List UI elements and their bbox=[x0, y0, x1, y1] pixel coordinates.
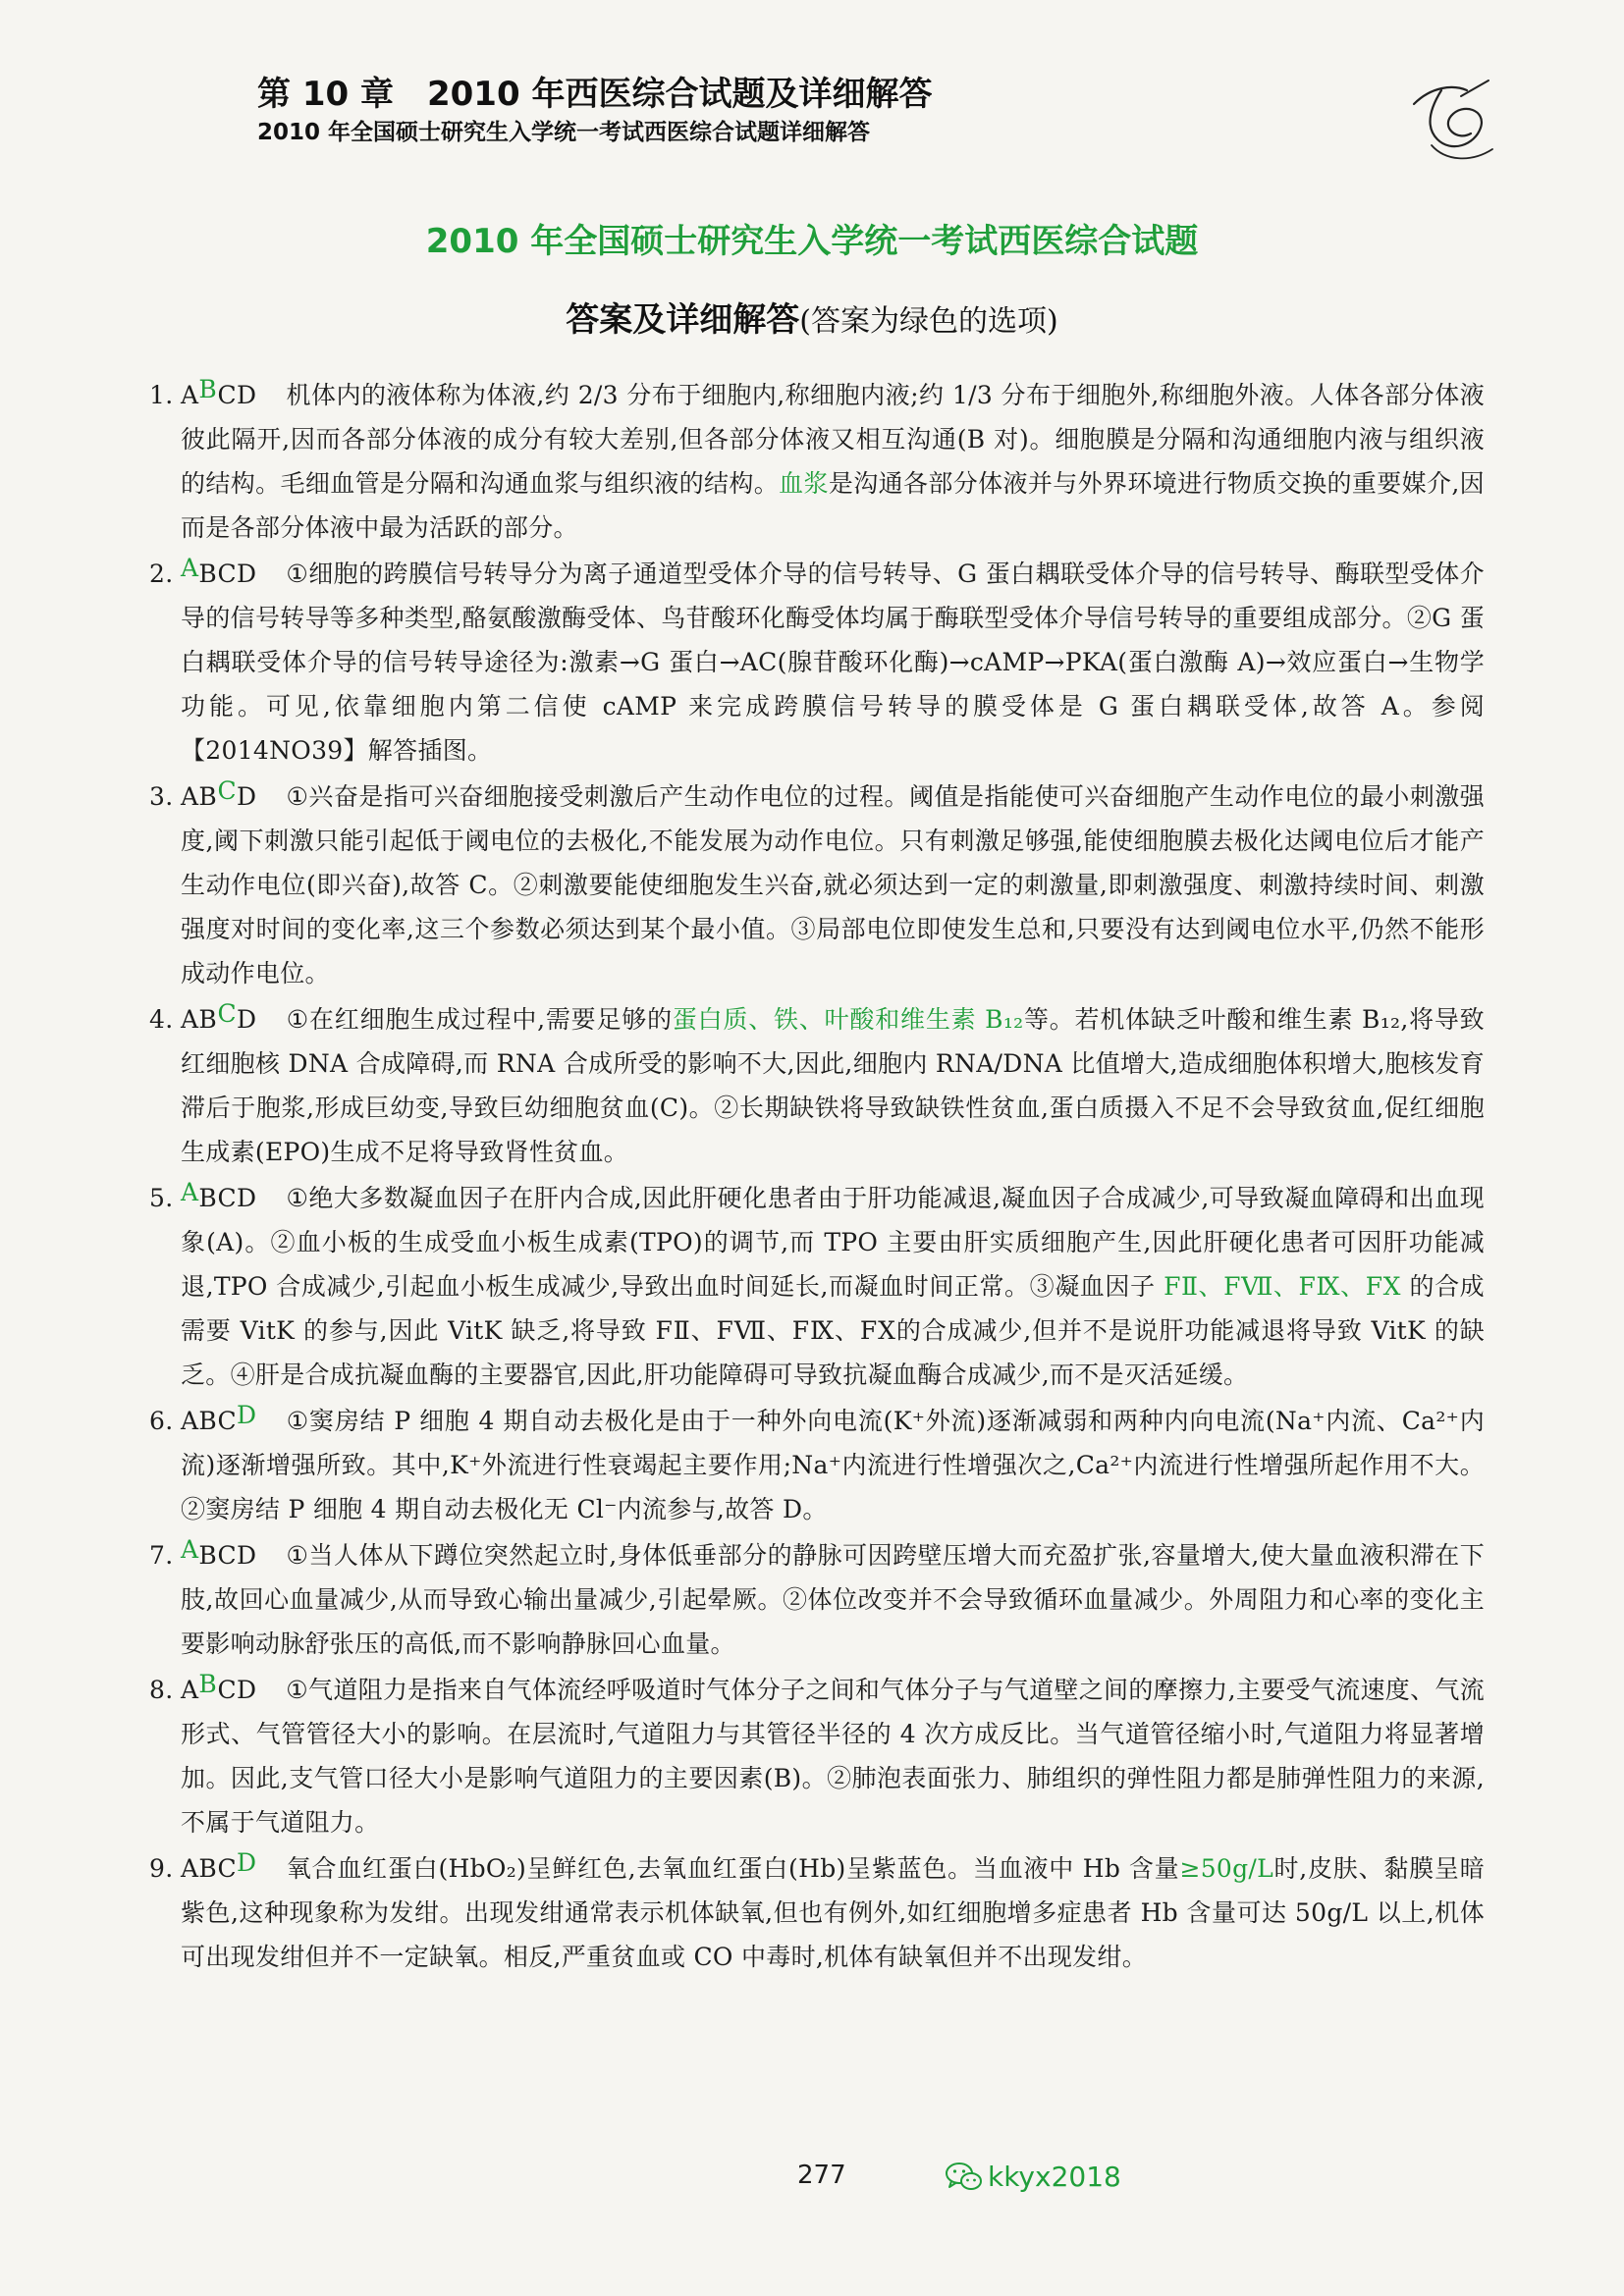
explanation-text: 是沟通各部分体液并与外界环境进行物质交换的重要媒介,因而是各部分体液中最为活跃的部分。 bbox=[181, 469, 1485, 542]
option-letter: B bbox=[198, 1184, 218, 1212]
highlighted-term: ≥50g/L bbox=[1179, 1854, 1274, 1883]
answer-options bbox=[181, 1178, 257, 1212]
highlighted-term: 血浆 bbox=[779, 469, 829, 498]
question-number: 2. bbox=[149, 560, 174, 588]
explanation-text: 机体内的液体称为体液,约 2/3 分布于细胞内,称细胞内液;约 1/3 分布于细胞外,称细胞外液。人体各部分体液彼此隔开,因而各部分体液的成分有较大差别,但各部分体液又相互沟通(B 对)。细胞膜是分隔和沟通细胞内液与组织液的结构。毛细血管是分隔和沟通血浆与组织液的结构。 bbox=[181, 381, 1485, 498]
answers-title bbox=[0, 296, 1624, 346]
option-letter: C bbox=[217, 1541, 237, 1570]
explanation-text: ①兴奋是指可兴奋细胞接受刺激后产生动作电位的过程。阈值是指能使可兴奋细胞产生动作电位的最小刺激强度,阈下刺激只能引起低于阈电位的去极化,不能发展为动作电位。只有刺激足够强,能使细胞膜去极化达阈电位后才能产生动作电位(即兴奋),故答 C。②刺激要能使细胞发生兴奋,就必须达到一定的刺激量,即刺激强度、刺激持续时间、刺激强度对时间的变化率,这三个参数必须达到某个最小值。③局部电位即使发生总和,只要没有达到阈电位水平,仍然不能形成动作电位。 bbox=[181, 782, 1485, 988]
correct-option: D bbox=[236, 1848, 257, 1877]
explanation-text: 等。若机体缺乏叶酸和维生素 B₁₂,将导致红细胞核 DNA 合成障碍,而 RNA 合成所受的影响不大,因此,细胞内 RNA/DNA 比值增大,造成细胞体积增大,胞核发育滞后于胞浆,形成巨幼变,导致巨幼细胞贫血(C)。②长期缺铁将导致缺铁性贫血,蛋白质摄入不足不会导致贫血,促红细胞生成素(EPO)生成不足将导致肾性贫血。 bbox=[181, 1005, 1485, 1166]
option-letter: D bbox=[236, 560, 257, 588]
answer-options bbox=[181, 1535, 257, 1570]
answer-options bbox=[181, 1670, 257, 1704]
option-letter: B bbox=[198, 782, 218, 811]
question-number: 5. bbox=[149, 1184, 174, 1212]
option-letter: B bbox=[198, 1541, 218, 1570]
correct-option: C bbox=[217, 999, 237, 1028]
option-letter: A bbox=[181, 1005, 199, 1034]
answer-item bbox=[149, 373, 1485, 550]
option-letter: D bbox=[236, 1184, 257, 1212]
answer-item bbox=[149, 1176, 1485, 1397]
option-letter: A bbox=[181, 381, 199, 409]
question-number: 1. bbox=[149, 381, 174, 409]
option-letter: C bbox=[217, 1407, 237, 1435]
option-letter: A bbox=[181, 782, 199, 811]
answer-options bbox=[181, 554, 257, 588]
answer-item bbox=[149, 1846, 1485, 1979]
option-letter: D bbox=[236, 381, 257, 409]
answers-title-note: (答案为绿色的选项) bbox=[799, 304, 1058, 339]
option-letter: C bbox=[217, 1184, 237, 1212]
exam-title: 2010 年全国硕士研究生入学统一考试西医综合试题 bbox=[425, 222, 1199, 261]
explanation-text: ①气道阻力是指来自气体流经呼吸道时气体分子之间和气体分子与气道壁之间的摩擦力,主要受气流速度、气流形式、气管管径大小的影响。在层流时,气道阻力与其管径半径的 4 次方成反比。当气道管径缩小时,气道阻力将显著增加。因此,支气管口径大小是影响气道阻力的主要因素(B)。②肺泡表面张力、肺组织的弹性阻力都是肺弹性阻力的来源,不属于气道阻力。 bbox=[181, 1676, 1485, 1837]
option-letter: C bbox=[217, 560, 237, 588]
explanation-text: 的合成需要 VitK 的参与,因此 VitK 缺乏,将导致 FⅡ、FⅦ、FⅨ、FⅩ的合成减少,但并不是说肝功能减退将导致 VitK 的缺乏。④肝是合成抗凝血酶的主要器官,因此,肝功能障碍可导致抗凝血酶合成减少,而不是灭活延缓。 bbox=[181, 1272, 1485, 1389]
explanation-text: ①细胞的跨膜信号转导分为离子通道型受体介导的信号转导、G 蛋白耦联受体介导的信号转导、酶联型受体介导的信号转导等多种类型,酪氨酸激酶受体、鸟苷酸环化酶受体均属于酶联型受体介导信号转导的重要组成部分。②G 蛋白耦联受体介导的信号转导途径为:激素→G 蛋白→AC(腺苷酸环化酶)→cAMP→PKA(蛋白激酶 A)→效应蛋白→生物学功能。可见,依靠细胞内第二信使 cAMP 来完成跨膜信号转导的膜受体是 G 蛋白耦联受体,故答 A。参阅【2014NO39】解答插图。 bbox=[181, 560, 1485, 765]
highlighted-term: FⅡ、FⅦ、FⅨ、FⅩ bbox=[1164, 1272, 1401, 1301]
correct-option: A bbox=[181, 554, 199, 582]
option-letter: C bbox=[217, 1854, 237, 1883]
explanation-text: ①绝大多数凝血因子在肝内合成,因此肝硬化患者由于肝功能减退,凝血因子合成减少,可导致凝血障碍和出血现象(A)。②血小板的生成受血小板生成素(TPO)的调节,而 TPO 主要由肝实质细胞产生,因此肝硬化患者可因肝功能减退,TPO 合成减少,引起血小板生成减少,导致出血时间延长,而凝血时间正常。③凝血因子 bbox=[181, 1184, 1485, 1301]
answer-item bbox=[149, 774, 1485, 995]
correct-option: B bbox=[198, 1670, 218, 1698]
option-letter: B bbox=[198, 560, 218, 588]
option-letter: A bbox=[181, 1676, 199, 1704]
correct-option: A bbox=[181, 1178, 199, 1206]
chapter-subtitle: 2010 年全国硕士研究生入学统一考试西医综合试题详细解答 bbox=[257, 120, 871, 145]
answer-list bbox=[149, 373, 1485, 1981]
answers-title-main: 答案及详细解答 bbox=[566, 300, 800, 340]
explanation-text: 氧合血红蛋白(HbO₂)呈鲜红色,去氧血红蛋白(Hb)呈紫蓝色。当血液中 Hb 含量 bbox=[286, 1854, 1180, 1883]
page-footer bbox=[0, 2156, 1624, 2199]
question-number: 3. bbox=[149, 782, 174, 811]
answer-item bbox=[149, 552, 1485, 773]
page-number: 277 bbox=[797, 2161, 846, 2190]
answer-options bbox=[181, 1401, 257, 1435]
question-number: 4. bbox=[149, 1005, 174, 1034]
watermark bbox=[945, 2158, 1121, 2197]
running-header bbox=[257, 73, 932, 149]
option-letter: C bbox=[217, 381, 237, 409]
pen-scribble-logo-icon bbox=[1402, 77, 1500, 167]
correct-option: C bbox=[217, 776, 237, 805]
option-letter: D bbox=[236, 1676, 257, 1704]
option-letter: A bbox=[181, 1407, 199, 1435]
question-number: 8. bbox=[149, 1676, 174, 1704]
correct-option: D bbox=[236, 1401, 257, 1429]
option-letter: B bbox=[198, 1407, 218, 1435]
correct-option: A bbox=[181, 1535, 199, 1564]
question-number: 7. bbox=[149, 1541, 174, 1570]
answer-options bbox=[181, 999, 257, 1034]
option-letter: D bbox=[236, 1541, 257, 1570]
highlighted-term: 蛋白质、铁、叶酸和维生素 B₁₂ bbox=[672, 1005, 1024, 1034]
question-number: 6. bbox=[149, 1407, 174, 1435]
answer-options bbox=[181, 776, 257, 811]
option-letter: D bbox=[236, 782, 257, 811]
option-letter: D bbox=[236, 1005, 257, 1034]
explanation-text: ①当人体从下蹲位突然起立时,身体低垂部分的静脉可因跨壁压增大而充盈扩张,容量增大,使大量血液积滞在下肢,故回心血量减少,从而导致心输出量减少,引起晕厥。②体位改变并不会导致循环血量减少。外周阻力和心率的变化主要影响动脉舒张压的高低,而不影响静脉回心血量。 bbox=[181, 1541, 1485, 1658]
answer-item bbox=[149, 1399, 1485, 1531]
correct-option: B bbox=[198, 375, 218, 403]
chapter-title: 第 10 章 2010 年西医综合试题及详细解答 bbox=[257, 75, 933, 114]
answer-item bbox=[149, 1533, 1485, 1666]
question-number: 9. bbox=[149, 1854, 174, 1883]
answer-options bbox=[181, 375, 257, 409]
explanation-text: ①窦房结 P 细胞 4 期自动去极化是由于一种外向电流(K⁺外流)逐渐减弱和两种内向电流(Na⁺内流、Ca²⁺内流)逐渐增强所致。其中,K⁺外流进行性衰竭起主要作用;Na⁺内流进行性增强次之,Ca²⁺内流进行性增强所起作用不大。②窦房结 P 细胞 4 期自动去极化无 Cl⁻内流参与,故答 D。 bbox=[181, 1407, 1485, 1523]
wechat-icon bbox=[945, 2161, 984, 2194]
option-letter: A bbox=[181, 1854, 199, 1883]
answer-options bbox=[181, 1848, 257, 1883]
option-letter: B bbox=[198, 1005, 218, 1034]
watermark-text: kkyx2018 bbox=[988, 2161, 1121, 2193]
explanation-text: 时,皮肤、黏膜呈暗紫色,这种现象称为发绀。出现发绀通常表示机体缺氧,但也有例外,如红细胞增多症患者 Hb 含量可达 50g/L 以上,机体可出现发绀但并不一定缺氧。相反,严重贫血或 CO 中毒时,机体有缺氧但并不出现发绀。 bbox=[181, 1854, 1485, 1971]
option-letter: B bbox=[198, 1854, 218, 1883]
explanation-text: ①在红细胞生成过程中,需要足够的 bbox=[286, 1005, 673, 1034]
answer-item bbox=[149, 997, 1485, 1174]
answer-item bbox=[149, 1668, 1485, 1844]
option-letter: C bbox=[217, 1676, 237, 1704]
